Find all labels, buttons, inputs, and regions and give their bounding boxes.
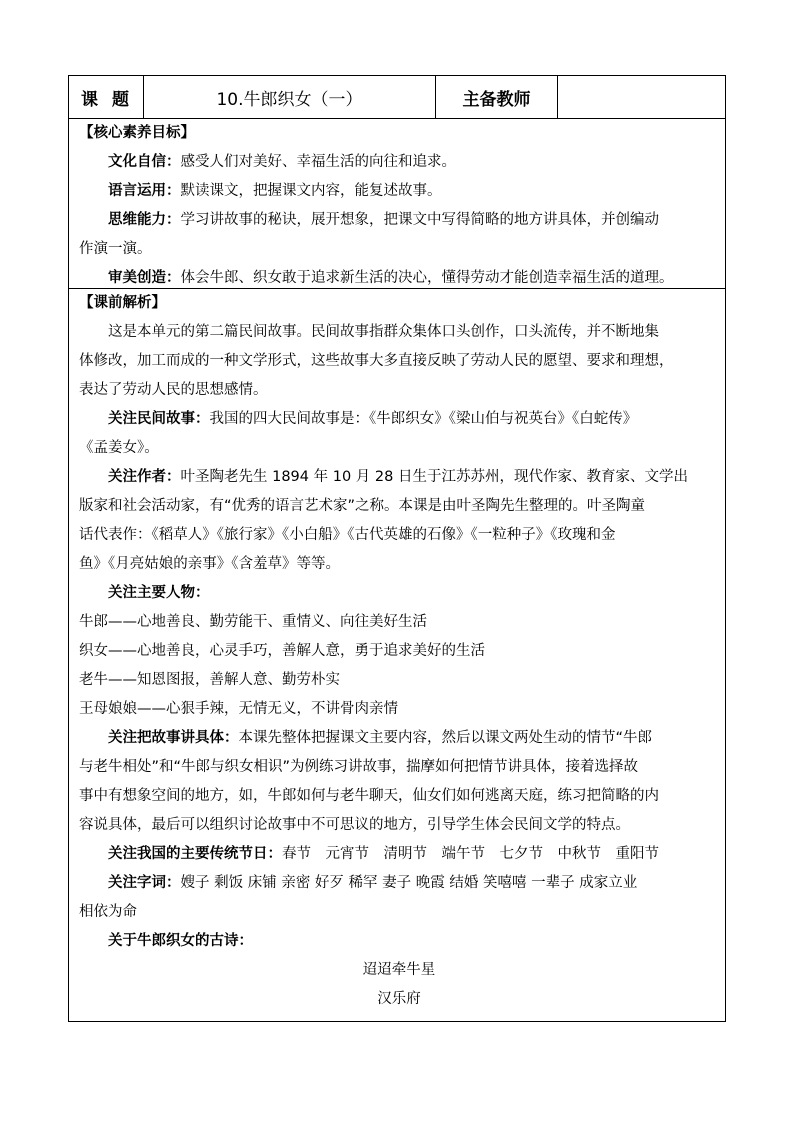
analysis-title: 【课前解析】	[79, 295, 166, 311]
line-label: 文化自信：	[108, 154, 181, 170]
line-label: 关注我国的主要传统节日：	[108, 846, 282, 862]
poem-author: 汉乐府	[377, 991, 421, 1007]
line-text: 事中有想象空间的地方，如，牛郎如何与老牛聊天，仙女们如何逃离天庭，练习把简略的内	[79, 788, 659, 804]
teacher-value[interactable]	[558, 76, 725, 118]
line-text: 老牛——知恩图报，善解人意、勤劳朴实	[79, 672, 340, 688]
line-label: 思维能力：	[108, 212, 181, 228]
text-line	[79, 753, 719, 782]
text-line	[79, 434, 719, 463]
line-text: 相依为命	[79, 904, 137, 920]
lesson-plan-document	[68, 75, 726, 1022]
line-text: 版家和社会活动家，有“优秀的语言艺术家”之称。本课是由叶圣陶先生整理的。叶圣陶童	[79, 498, 646, 514]
text-line	[79, 782, 719, 811]
header-row	[68, 75, 726, 119]
text-line	[79, 840, 719, 869]
line-text: 鱼》《月亮姑娘的亲事》《含羞草》等等。	[79, 556, 340, 572]
goals-title: 【核心素养目标】	[79, 125, 195, 141]
text-line	[79, 898, 719, 927]
text-line	[79, 927, 719, 956]
text-line	[79, 579, 719, 608]
line-label: 审美创造：	[108, 270, 181, 286]
line-text: 容说具体，最后可以组织讨论故事中不可思议的地方，引导学生体会民间文学的特点。	[79, 817, 630, 833]
line-text: 春节 元宵节 清明节 端午节 七夕节 中秋节 重阳节	[282, 846, 659, 862]
line-text: 感受人们对美好、幸福生活的向往和追求。	[180, 154, 456, 170]
text-line	[79, 695, 719, 724]
line-label: 关注把故事讲具体：	[108, 730, 239, 746]
text-line	[79, 869, 719, 898]
goals-section	[68, 119, 726, 289]
line-text: 王母娘娘——心狠手辣，无情无义，不讲骨肉亲情	[79, 701, 398, 717]
text-line	[79, 724, 719, 753]
line-label: 关注作者：	[108, 469, 181, 485]
line-label: 关注主要人物：	[108, 585, 210, 601]
line-text: 我国的四大民间故事是：《牛郎织女》《梁山伯与祝英台》《白蛇传》	[209, 411, 638, 427]
lesson-title: 10.牛郎织女（一）	[144, 76, 436, 118]
text-line	[79, 177, 719, 206]
poem-title: 迢迢牵牛星	[362, 962, 436, 978]
line-label: 关注民间故事：	[108, 411, 210, 427]
text-line	[79, 318, 719, 347]
text-line	[79, 206, 719, 235]
text-line	[79, 550, 719, 579]
line-text: 嫂子 剩饭 床铺 亲密 好歹 稀罕 妻子 晚霞 结婚 笑嘻嘻 一辈子 成家立业	[180, 875, 638, 891]
line-text: 作演一演。	[79, 241, 152, 257]
text-line	[79, 637, 719, 666]
line-text: 默读课文，把握课文内容，能复述故事。	[180, 183, 442, 199]
text-line	[79, 264, 719, 293]
line-text: 织女——心地善良，心灵手巧，善解人意，勇于追求美好的生活	[79, 643, 485, 659]
text-line	[79, 148, 719, 177]
topic-label: 课题	[69, 76, 144, 118]
line-text: 体修改，加工而成的一种文学形式，这些故事大多直接反映了劳动人民的愿望、要求和理想，	[79, 353, 674, 369]
line-text: 叶圣陶老先生 1894 年 10 月 28 日生于江苏苏州，现代作家、教育家、文学出	[180, 469, 688, 485]
text-line	[79, 608, 719, 637]
line-text: 表达了劳动人民的思想感情。	[79, 382, 268, 398]
text-line	[79, 376, 719, 405]
line-text: 与老牛相处”和“牛郎与织女相识”为例练习讲故事，揣摩如何把情节讲具体，接着选择故	[79, 759, 639, 775]
text-line	[79, 666, 719, 695]
line-text: 学习讲故事的秘诀，展开想象，把课文中写得简略的地方讲具体，并创编动	[180, 212, 659, 228]
line-text: 这是本单元的第二篇民间故事。民间故事指群众集体口头创作，口头流传，并不断地集	[108, 324, 659, 340]
line-label: 关于牛郎织女的古诗：	[108, 933, 253, 949]
text-line	[79, 347, 719, 376]
line-text: 体会牛郎、织女敢于追求新生活的决心，懂得劳动才能创造幸福生活的道理。	[180, 270, 674, 286]
text-line	[79, 463, 719, 492]
text-line	[79, 521, 719, 550]
analysis-list	[79, 318, 719, 956]
line-text: 《孟姜女》。	[79, 440, 159, 456]
line-text: 牛郎——心地善良、勤劳能干、重情义、向往美好生活	[79, 614, 427, 630]
text-line	[79, 405, 719, 434]
text-line	[79, 811, 719, 840]
text-line	[79, 492, 719, 521]
line-label: 关注字词：	[108, 875, 181, 891]
line-label: 语言运用：	[108, 183, 181, 199]
text-line	[79, 235, 719, 264]
line-text: 话代表作：《稻草人》《旅行家》《小白船》《古代英雄的石像》《一粒种子》《玫瑰和金	[79, 527, 616, 543]
teacher-label: 主备教师	[436, 76, 558, 118]
line-text: 本课先整体把握课文主要内容，然后以课文两处生动的情节“牛郎	[238, 730, 653, 746]
analysis-section	[68, 289, 726, 1022]
goals-list	[79, 148, 719, 293]
